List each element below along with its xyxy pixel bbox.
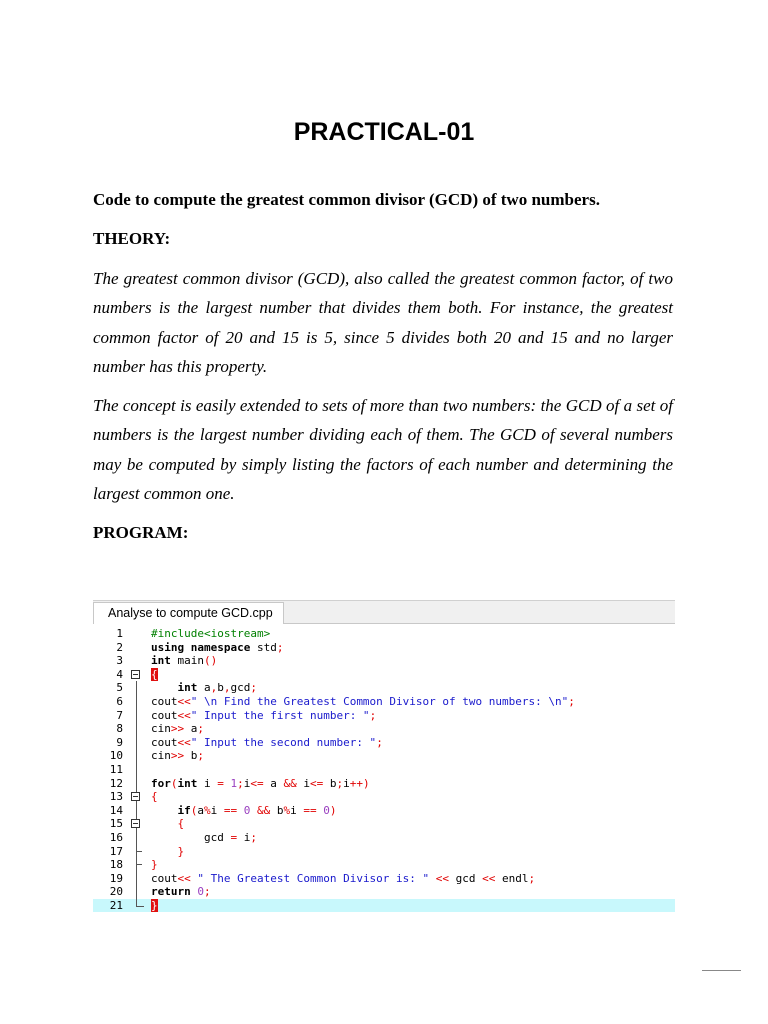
fold-gutter [131, 681, 147, 695]
fold-gutter [131, 804, 147, 818]
fold-gutter [131, 736, 147, 750]
theory-heading: THEORY: [93, 229, 171, 248]
line-number: 19 [109, 871, 123, 885]
code-line [93, 654, 675, 668]
theory-paragraph-2: The concept is easily extended to sets of more than two numbers: the GCD of a set of numbers is the largest number dividing each of them. The GCD of several numbers may be computed by simply listing the factors of each number and determining the largest common one. [93, 396, 673, 503]
code-text: if(a%i == 0 && b%i == 0) [177, 803, 337, 817]
fold-gutter [131, 790, 147, 804]
code-line [93, 695, 675, 709]
code-text: return 0; [151, 885, 211, 899]
code-text: cout<< " The Greatest Common Divisor is: " << gcd << endl; [151, 871, 536, 885]
fold-gutter [131, 749, 147, 763]
page-footer-divider [702, 970, 741, 971]
line-number: 10 [109, 749, 123, 763]
code-text: gcd = i; [151, 830, 257, 844]
line-number: 16 [109, 830, 123, 844]
code-text: #include<iostream> [151, 627, 271, 640]
code-text: { [177, 817, 185, 831]
line-number: 14 [109, 803, 123, 817]
code-text: cout<<" Input the first number: "; [151, 708, 377, 722]
aim-heading: Code to compute the greatest common divisor (GCD) of two numbers. [93, 190, 600, 209]
code-text: cout<<" \n Find the Greatest Common Divisor of two numbers: \n"; [151, 694, 575, 708]
fold-gutter [131, 668, 147, 682]
line-number: 5 [116, 681, 123, 695]
code-line [93, 641, 675, 655]
line-number: 1 [116, 627, 123, 640]
page-title: PRACTICAL-01 [293, 118, 475, 146]
code-line [93, 749, 675, 763]
line-number: 2 [116, 640, 123, 654]
code-line [93, 817, 675, 831]
line-number: 7 [116, 708, 123, 722]
fold-gutter [131, 831, 147, 845]
code-line [93, 627, 675, 641]
code-line [93, 668, 675, 682]
line-number: 17 [109, 844, 123, 858]
line-number: 6 [116, 694, 123, 708]
code-line [93, 709, 675, 723]
code-line [93, 763, 675, 777]
code-text: int a,b,gcd; [177, 681, 257, 695]
code-text: cout<<" Input the second number: "; [151, 735, 383, 749]
fold-gutter [131, 627, 147, 641]
fold-gutter [131, 695, 147, 709]
code-line [93, 804, 675, 818]
line-number: 9 [116, 735, 123, 749]
code-text: } [151, 858, 158, 872]
fold-toggle-icon[interactable] [131, 819, 140, 828]
code-text: { [151, 790, 158, 804]
editor-tab-bar [93, 601, 675, 624]
line-number: 13 [109, 790, 123, 804]
code-line [93, 858, 675, 872]
line-number: 3 [116, 654, 123, 668]
editor-tab[interactable]: Analyse to compute GCD.cpp [93, 602, 284, 624]
code-line [93, 845, 675, 859]
code-line [93, 790, 675, 804]
code-text: } [177, 844, 185, 858]
code-text: int main() [151, 654, 218, 668]
code-text: } [151, 898, 158, 912]
fold-gutter [131, 654, 147, 668]
code-line [93, 899, 675, 913]
line-number: 11 [109, 762, 123, 776]
code-line [93, 831, 675, 845]
fold-gutter [131, 777, 147, 791]
code-editor-screenshot [93, 600, 675, 919]
fold-toggle-icon[interactable] [131, 670, 140, 679]
code-text: { [151, 667, 158, 681]
theory-paragraph-1: The greatest common divisor (GCD), also called the greatest common factor, of two numbers is the largest number that divides them both. For instance, the greatest common factor of 20 and 15 is 5, since 5 divides both 20 and 15 and no larger number has this property. [93, 269, 673, 376]
fold-gutter [131, 858, 147, 872]
fold-gutter [131, 872, 147, 886]
code-lines [93, 627, 675, 912]
fold-gutter [131, 709, 147, 723]
code-line [93, 681, 675, 695]
code-text: using namespace std; [151, 640, 284, 654]
fold-gutter [131, 845, 147, 859]
code-text: for(int i = 1;i<= a && i<= b;i++) [151, 776, 370, 790]
fold-gutter [131, 641, 147, 655]
line-number: 20 [109, 885, 123, 899]
code-line [93, 722, 675, 736]
code-text: cin>> a; [151, 722, 204, 736]
fold-gutter [131, 885, 147, 899]
fold-gutter [131, 763, 147, 777]
program-heading: PROGRAM: [93, 523, 189, 542]
line-number: 8 [116, 722, 123, 736]
fold-gutter [131, 817, 147, 831]
line-number: 12 [109, 776, 123, 790]
fold-toggle-icon[interactable] [131, 792, 140, 801]
code-line [93, 872, 675, 886]
code-line [93, 885, 675, 899]
line-number: 15 [109, 817, 123, 831]
fold-gutter [131, 899, 147, 913]
fold-gutter [131, 722, 147, 736]
code-text: cin>> b; [151, 749, 204, 763]
line-number: 4 [116, 667, 123, 681]
code-line [93, 777, 675, 791]
code-line [93, 736, 675, 750]
line-number: 18 [109, 858, 123, 872]
line-number: 21 [109, 898, 123, 912]
